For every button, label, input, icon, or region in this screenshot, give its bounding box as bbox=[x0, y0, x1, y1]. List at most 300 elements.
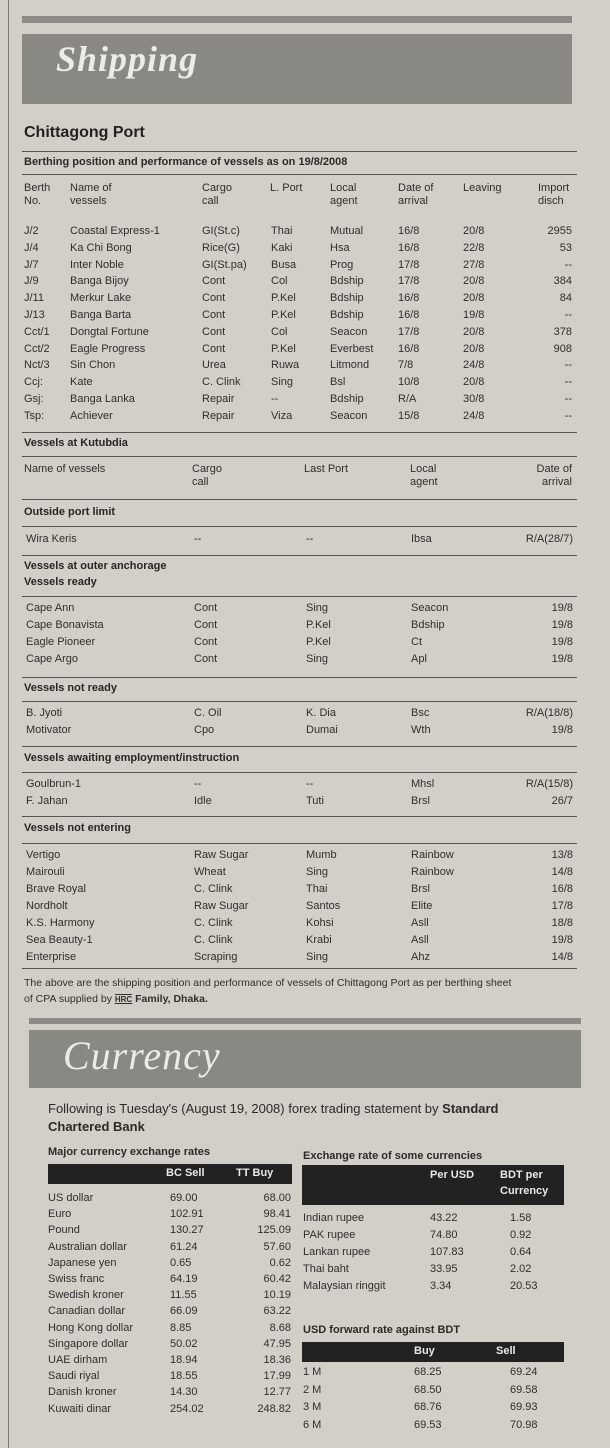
rule bbox=[22, 456, 577, 457]
leaving: 20/8 bbox=[463, 325, 485, 338]
vessel-name: K.S. Harmony bbox=[26, 917, 95, 929]
header-agent: Local agent bbox=[330, 182, 358, 207]
rule bbox=[22, 843, 577, 844]
tt-buy: 8.68 bbox=[269, 1321, 291, 1334]
import: 378 bbox=[553, 325, 572, 338]
currency-top-bar bbox=[29, 1018, 581, 1024]
intro-bank: Chartered Bank bbox=[48, 1119, 145, 1134]
header-ttbuy: TT Buy bbox=[236, 1167, 274, 1179]
vessel-name: Enterprise bbox=[26, 951, 77, 963]
tt-buy: 47.95 bbox=[263, 1337, 291, 1350]
vessel-row bbox=[0, 724, 610, 741]
cargo: Urea bbox=[202, 359, 226, 372]
bc-sell: 102.91 bbox=[170, 1208, 204, 1221]
rule bbox=[22, 555, 577, 556]
forward-title: USD forward rate against BDT bbox=[303, 1324, 461, 1336]
header-arrival: Date of arrival bbox=[536, 463, 572, 488]
leaving: 30/8 bbox=[463, 393, 485, 405]
top-bar bbox=[22, 16, 572, 23]
agent: Everbest bbox=[330, 342, 374, 355]
arrival: 19/8 bbox=[551, 724, 573, 736]
rule bbox=[22, 499, 577, 500]
cargo: C. Clink bbox=[194, 917, 233, 929]
berth-row bbox=[0, 242, 610, 259]
vessel-row bbox=[0, 795, 610, 812]
import: 2955 bbox=[547, 225, 572, 237]
header-arrival: Date of arrival bbox=[398, 182, 434, 207]
tt-buy: 57.60 bbox=[263, 1240, 291, 1253]
vessel-row bbox=[0, 883, 610, 900]
agent: Rainbow bbox=[411, 866, 454, 878]
arrival: R/A(18/8) bbox=[525, 707, 573, 719]
cargo: Cont bbox=[194, 602, 218, 614]
tt-buy: 125.09 bbox=[257, 1224, 291, 1237]
import: 84 bbox=[559, 292, 572, 305]
arrival: 19/8 bbox=[551, 636, 573, 648]
tt-buy: 98.41 bbox=[263, 1208, 291, 1221]
arrival: 19/8 bbox=[551, 934, 573, 946]
cargo: Cont bbox=[194, 619, 218, 631]
agent: Litmond bbox=[330, 359, 370, 372]
vessel-name: F. Jahan bbox=[26, 795, 68, 807]
per-usd: 74.80 bbox=[430, 1229, 458, 1241]
vessel-name: Ka Chi Bong bbox=[70, 241, 132, 254]
vessel-name: B. Jyoti bbox=[26, 707, 63, 719]
ready-subtitle: Vessels ready bbox=[24, 576, 97, 588]
last-port: Thai bbox=[271, 225, 293, 237]
arrival: 16/8 bbox=[551, 883, 573, 895]
import: 908 bbox=[553, 342, 572, 355]
cargo: Repair bbox=[202, 409, 235, 422]
cargo: Rice(G) bbox=[202, 241, 240, 254]
rule bbox=[22, 151, 577, 152]
header-lport: L. Port bbox=[270, 182, 303, 194]
notready-title: Vessels not ready bbox=[24, 682, 117, 694]
vessel-name: Banga Lanka bbox=[70, 393, 135, 405]
cargo: Cont bbox=[202, 309, 226, 321]
berth-no: J/2 bbox=[24, 225, 39, 237]
arrival: 16/8 bbox=[398, 225, 420, 237]
berth-no: Cct/2 bbox=[24, 342, 50, 355]
arrival: R/A bbox=[398, 393, 417, 405]
agent: Hsa bbox=[330, 241, 350, 254]
agent: Asll bbox=[411, 917, 429, 929]
cargo: Idle bbox=[194, 795, 212, 807]
last-port: P.Kel bbox=[271, 342, 296, 355]
bc-sell: 66.09 bbox=[170, 1305, 198, 1318]
vessel-name: Eagle Pioneer bbox=[26, 636, 96, 648]
forward-row bbox=[0, 1366, 610, 1383]
tt-buy: 248.82 bbox=[257, 1402, 291, 1415]
berth-row bbox=[0, 359, 610, 376]
tenor: 3 M bbox=[303, 1401, 322, 1413]
currency-name: Lankan rupee bbox=[303, 1246, 371, 1258]
port: Tuti bbox=[306, 795, 324, 807]
cargo: Cont bbox=[194, 653, 218, 665]
port: Dumai bbox=[306, 724, 338, 736]
shipping-banner bbox=[22, 34, 572, 104]
last-port: P.Kel bbox=[271, 309, 296, 321]
last-port: Kaki bbox=[271, 241, 293, 254]
agent: Bsl bbox=[330, 376, 346, 389]
vessel-row bbox=[0, 533, 610, 550]
tt-buy: 60.42 bbox=[263, 1273, 291, 1285]
currency-name: Pound bbox=[48, 1224, 80, 1237]
bc-sell: 18.55 bbox=[170, 1370, 198, 1383]
bc-sell: 14.30 bbox=[170, 1386, 198, 1399]
header-currency: Currency bbox=[500, 1185, 549, 1197]
vessel-name: Nordholt bbox=[26, 900, 68, 912]
vessel-row bbox=[0, 849, 610, 866]
berth-no: J/4 bbox=[24, 241, 39, 254]
arrival: 16/8 bbox=[398, 342, 420, 355]
arrival: 19/8 bbox=[551, 619, 573, 631]
header-leaving: Leaving bbox=[463, 182, 502, 194]
arrival: 14/8 bbox=[551, 951, 573, 963]
agent: Bsc bbox=[411, 707, 430, 719]
port: Santos bbox=[306, 900, 341, 912]
agent: Seacon bbox=[330, 325, 368, 338]
arrival: 16/8 bbox=[398, 292, 420, 305]
awaiting-title: Vessels awaiting employment/instruction bbox=[24, 752, 240, 764]
arrival: 7/8 bbox=[398, 359, 414, 372]
currency-row bbox=[0, 1212, 610, 1229]
arrival: 19/8 bbox=[551, 653, 573, 665]
header-vessel: Name of vessels bbox=[24, 463, 106, 475]
berth-no: Ccj: bbox=[24, 376, 43, 389]
rule bbox=[22, 816, 577, 817]
header-berth: Berth No. bbox=[24, 182, 51, 207]
arrival: R/A(15/8) bbox=[525, 778, 573, 790]
rule bbox=[22, 174, 577, 175]
port: Thai bbox=[306, 883, 328, 895]
agent: Bdship bbox=[411, 619, 445, 631]
forward-row bbox=[0, 1419, 610, 1436]
import: 53 bbox=[559, 241, 572, 254]
berth-no: J/9 bbox=[24, 275, 39, 288]
berth-no: Gsj: bbox=[24, 393, 44, 405]
tenor: 1 M bbox=[303, 1366, 322, 1378]
berth-row bbox=[0, 326, 610, 343]
per-usd: 107.83 bbox=[430, 1246, 464, 1258]
hrc-logo: HRC bbox=[114, 995, 133, 1004]
arrival: 17/8 bbox=[398, 275, 420, 288]
vessel-name: Cape Bonavista bbox=[26, 619, 104, 631]
currency-banner-title: Currency bbox=[63, 1033, 221, 1078]
vessel-name: Eagle Progress bbox=[70, 342, 146, 355]
currency-banner bbox=[29, 1030, 581, 1088]
berth-row bbox=[0, 225, 610, 242]
arrival: 10/8 bbox=[398, 376, 420, 389]
tenor: 6 M bbox=[303, 1418, 322, 1431]
agent: Brsl bbox=[411, 795, 430, 807]
currency-name: Hong Kong dollar bbox=[48, 1321, 134, 1334]
last-port: Col bbox=[271, 275, 288, 288]
bdt-per-currency: 0.64 bbox=[510, 1246, 532, 1258]
berth-row bbox=[0, 410, 610, 427]
currency-name: Swiss franc bbox=[48, 1273, 105, 1285]
vessel-name: Banga Bijoy bbox=[70, 275, 129, 288]
vessel-row bbox=[0, 707, 610, 724]
berthing-subtitle: Berthing position and performance of vessels as on 19/8/2008 bbox=[24, 156, 348, 168]
bc-sell: 61.24 bbox=[170, 1240, 198, 1253]
port: Mumb bbox=[306, 849, 337, 861]
berth-no: Cct/1 bbox=[24, 325, 50, 338]
footnote-text: of CPA supplied by bbox=[24, 993, 112, 1005]
agent: Prog bbox=[330, 258, 354, 271]
vessel-name: Goulbrun-1 bbox=[26, 778, 82, 790]
port: K. Dia bbox=[306, 707, 336, 719]
rule bbox=[22, 746, 577, 747]
outside-title: Outside port limit bbox=[24, 506, 116, 518]
cargo: Raw Sugar bbox=[194, 900, 249, 912]
port: Sing bbox=[306, 602, 329, 614]
bc-sell: 0.65 bbox=[170, 1256, 192, 1269]
agent: Wth bbox=[411, 724, 431, 736]
leaving: 20/8 bbox=[463, 275, 485, 288]
some-header bbox=[302, 1165, 564, 1205]
arrival: R/A(28/7) bbox=[525, 533, 573, 545]
currency-name: Euro bbox=[48, 1208, 72, 1221]
berth-no: Tsp: bbox=[24, 409, 45, 422]
arrival: 18/8 bbox=[551, 917, 573, 929]
vessel-name: Mairouli bbox=[26, 866, 65, 878]
currency-intro bbox=[48, 1100, 568, 1136]
leaving: 19/8 bbox=[463, 309, 485, 321]
cargo: C. Clink bbox=[194, 934, 233, 946]
cargo: Cont bbox=[202, 342, 226, 355]
vessel-row bbox=[0, 653, 610, 670]
cargo: Cont bbox=[202, 275, 226, 288]
cargo: GI(St.pa) bbox=[202, 258, 247, 271]
buy: 69.53 bbox=[414, 1418, 442, 1431]
cargo: C. Clink bbox=[202, 376, 241, 389]
outer-title: Vessels at outer anchorage bbox=[24, 560, 167, 572]
port: P.Kel bbox=[306, 636, 331, 648]
port: Sing bbox=[306, 653, 329, 665]
arrival: 14/8 bbox=[551, 866, 573, 878]
vessel-name: Coastal Express-1 bbox=[70, 225, 160, 237]
kutubdia-title: Vessels at Kutubdia bbox=[24, 437, 128, 449]
vessel-row bbox=[0, 951, 610, 968]
import: -- bbox=[564, 376, 572, 389]
berth-row bbox=[0, 309, 610, 326]
header-buy: Buy bbox=[414, 1345, 435, 1357]
agent: Ahz bbox=[411, 951, 430, 963]
cargo: C. Oil bbox=[194, 707, 222, 719]
currency-name: Canadian dollar bbox=[48, 1305, 126, 1318]
vessel-row bbox=[0, 778, 610, 795]
vessel-name: Cape Ann bbox=[26, 602, 75, 614]
header-bdtper: BDT per bbox=[500, 1169, 543, 1181]
vessel-row bbox=[0, 636, 610, 653]
currency-name: Malaysian ringgit bbox=[303, 1280, 386, 1292]
cargo: -- bbox=[194, 778, 202, 790]
per-usd: 33.95 bbox=[430, 1263, 458, 1275]
vessel-row bbox=[0, 602, 610, 619]
currency-name: PAK rupee bbox=[303, 1229, 356, 1241]
port: Sing bbox=[306, 866, 329, 878]
some-title: Exchange rate of some currencies bbox=[303, 1150, 483, 1162]
currency-name: Danish kroner bbox=[48, 1386, 117, 1399]
leaving: 20/8 bbox=[463, 225, 485, 237]
last-port: Sing bbox=[271, 376, 294, 389]
footnote-family: Family, Dhaka. bbox=[135, 993, 208, 1005]
buy: 68.25 bbox=[414, 1366, 442, 1378]
port-title: Chittagong Port bbox=[24, 124, 145, 141]
last-port: -- bbox=[271, 393, 279, 405]
berth-row bbox=[0, 259, 610, 276]
header-cargo: Cargo call bbox=[202, 182, 232, 207]
leaving: 24/8 bbox=[463, 409, 485, 422]
tt-buy: 10.19 bbox=[263, 1289, 291, 1302]
arrival: 19/8 bbox=[551, 602, 573, 614]
leaving: 22/8 bbox=[463, 241, 485, 254]
bc-sell: 8.85 bbox=[170, 1321, 192, 1334]
agent: Brsl bbox=[411, 883, 430, 895]
notentering-title: Vessels not entering bbox=[24, 822, 131, 834]
bdt-per-currency: 2.02 bbox=[510, 1263, 532, 1275]
agent: Ibsa bbox=[411, 533, 432, 545]
vessel-name: Kate bbox=[70, 376, 93, 389]
arrival: 17/8 bbox=[551, 900, 573, 912]
per-usd: 43.22 bbox=[430, 1212, 458, 1224]
cargo: Repair bbox=[202, 393, 235, 405]
currency-name: UAE dirham bbox=[48, 1354, 108, 1366]
per-usd: 3.34 bbox=[430, 1280, 452, 1292]
header-agent: Local agent bbox=[410, 463, 438, 488]
forward-header bbox=[302, 1342, 564, 1362]
tt-buy: 68.00 bbox=[263, 1192, 291, 1204]
cargo: Cont bbox=[202, 292, 226, 305]
leaving: 27/8 bbox=[463, 258, 485, 271]
agent: Mhsl bbox=[411, 778, 435, 790]
tenor: 2 M bbox=[303, 1383, 322, 1396]
import: -- bbox=[564, 258, 572, 271]
berth-row bbox=[0, 393, 610, 410]
port: P.Kel bbox=[306, 619, 331, 631]
bc-sell: 11.55 bbox=[170, 1289, 197, 1302]
cargo: Cont bbox=[194, 636, 218, 648]
agent: Mutual bbox=[330, 225, 364, 237]
agent: Apl bbox=[411, 653, 427, 665]
port: Kohsi bbox=[306, 917, 334, 929]
shipping-banner-title: Shipping bbox=[56, 39, 199, 79]
shipping-footnote bbox=[24, 975, 580, 1008]
currency-name: Singapore dollar bbox=[48, 1337, 129, 1350]
leaving: 20/8 bbox=[463, 342, 485, 355]
currency-name: Swedish kroner bbox=[48, 1289, 124, 1302]
vessel-name: Motivator bbox=[26, 724, 72, 736]
currency-name: Indian rupee bbox=[303, 1212, 365, 1224]
cargo: Scraping bbox=[194, 951, 238, 963]
last-port: Ruwa bbox=[271, 359, 300, 372]
currency-row bbox=[0, 1305, 610, 1322]
import: -- bbox=[564, 393, 572, 405]
tt-buy: 17.99 bbox=[263, 1370, 291, 1383]
rule bbox=[22, 772, 577, 773]
bdt-per-currency: 20.53 bbox=[510, 1280, 538, 1292]
header-lastport: Last Port bbox=[304, 463, 349, 475]
bc-sell: 254.02 bbox=[170, 1402, 204, 1415]
vessel-name: Sea Beauty-1 bbox=[26, 934, 93, 946]
major-title: Major currency exchange rates bbox=[48, 1146, 211, 1158]
forward-row bbox=[0, 1384, 610, 1401]
import: 384 bbox=[553, 275, 572, 288]
rule bbox=[22, 432, 577, 433]
rule bbox=[22, 596, 577, 597]
rule bbox=[22, 526, 577, 527]
vessel-name: Merkur Lake bbox=[70, 292, 132, 305]
footnote-line: The above are the shipping position and performance of vessels of Chittagong Port as per berthing sheet bbox=[24, 977, 512, 989]
vessel-name: Achiever bbox=[70, 409, 113, 422]
arrival: 17/8 bbox=[398, 258, 420, 271]
major-header bbox=[48, 1164, 292, 1184]
berth-no: J/11 bbox=[24, 292, 44, 305]
agent: Seacon bbox=[411, 602, 449, 614]
berth-no: Nct/3 bbox=[24, 359, 50, 372]
rule bbox=[22, 968, 577, 969]
leaving: 24/8 bbox=[463, 359, 485, 372]
header-import: Import disch bbox=[538, 182, 570, 207]
vessel-row bbox=[0, 934, 610, 951]
cargo: Cpo bbox=[194, 724, 215, 736]
currency-row bbox=[0, 1263, 610, 1280]
bc-sell: 18.94 bbox=[170, 1354, 198, 1366]
vessel-row bbox=[0, 619, 610, 636]
arrival: 16/8 bbox=[398, 241, 420, 254]
currency-name: Thai baht bbox=[303, 1263, 349, 1275]
header-cargo: Cargo call bbox=[192, 463, 222, 488]
vessel-row bbox=[0, 900, 610, 917]
berth-row bbox=[0, 376, 610, 393]
vessel-name: Cape Argo bbox=[26, 653, 78, 665]
berth-row bbox=[0, 343, 610, 360]
agent: Bdship bbox=[330, 275, 364, 288]
agent: Rainbow bbox=[411, 849, 454, 861]
tt-buy: 18.36 bbox=[263, 1354, 291, 1366]
port: -- bbox=[306, 778, 314, 790]
berth-no: J/13 bbox=[24, 309, 45, 321]
tt-buy: 12.77 bbox=[263, 1386, 291, 1399]
currency-row bbox=[0, 1229, 610, 1246]
tt-buy: 0.62 bbox=[269, 1256, 291, 1269]
forward-row bbox=[0, 1401, 610, 1418]
buy: 68.76 bbox=[414, 1401, 442, 1413]
vessel-name: Sin Chon bbox=[70, 359, 116, 372]
agent: Elite bbox=[411, 900, 433, 912]
last-port: Viza bbox=[271, 409, 293, 422]
intro-bank: Standard bbox=[442, 1101, 499, 1116]
import: -- bbox=[564, 409, 572, 422]
agent: Bdship bbox=[330, 292, 364, 305]
header-perusd: Per USD bbox=[430, 1169, 475, 1181]
leaving: 20/8 bbox=[463, 376, 485, 389]
rule bbox=[22, 701, 577, 702]
sell: 69.24 bbox=[510, 1366, 538, 1378]
sell: 70.98 bbox=[510, 1418, 538, 1431]
bdt-per-currency: 1.58 bbox=[510, 1212, 532, 1224]
intro-text: Following is Tuesday's (August 19, 2008) forex trading statement by bbox=[48, 1101, 439, 1116]
currency-name: Kuwaiti dinar bbox=[48, 1402, 111, 1415]
bc-sell: 130.27 bbox=[170, 1224, 204, 1237]
arrival: 26/7 bbox=[551, 795, 573, 807]
vessel-name: Dongtal Fortune bbox=[70, 325, 149, 338]
cargo: Raw Sugar bbox=[194, 849, 249, 861]
leaving: 20/8 bbox=[463, 292, 485, 305]
import: -- bbox=[564, 359, 572, 372]
header-vessel: Name of vessels bbox=[70, 182, 112, 207]
